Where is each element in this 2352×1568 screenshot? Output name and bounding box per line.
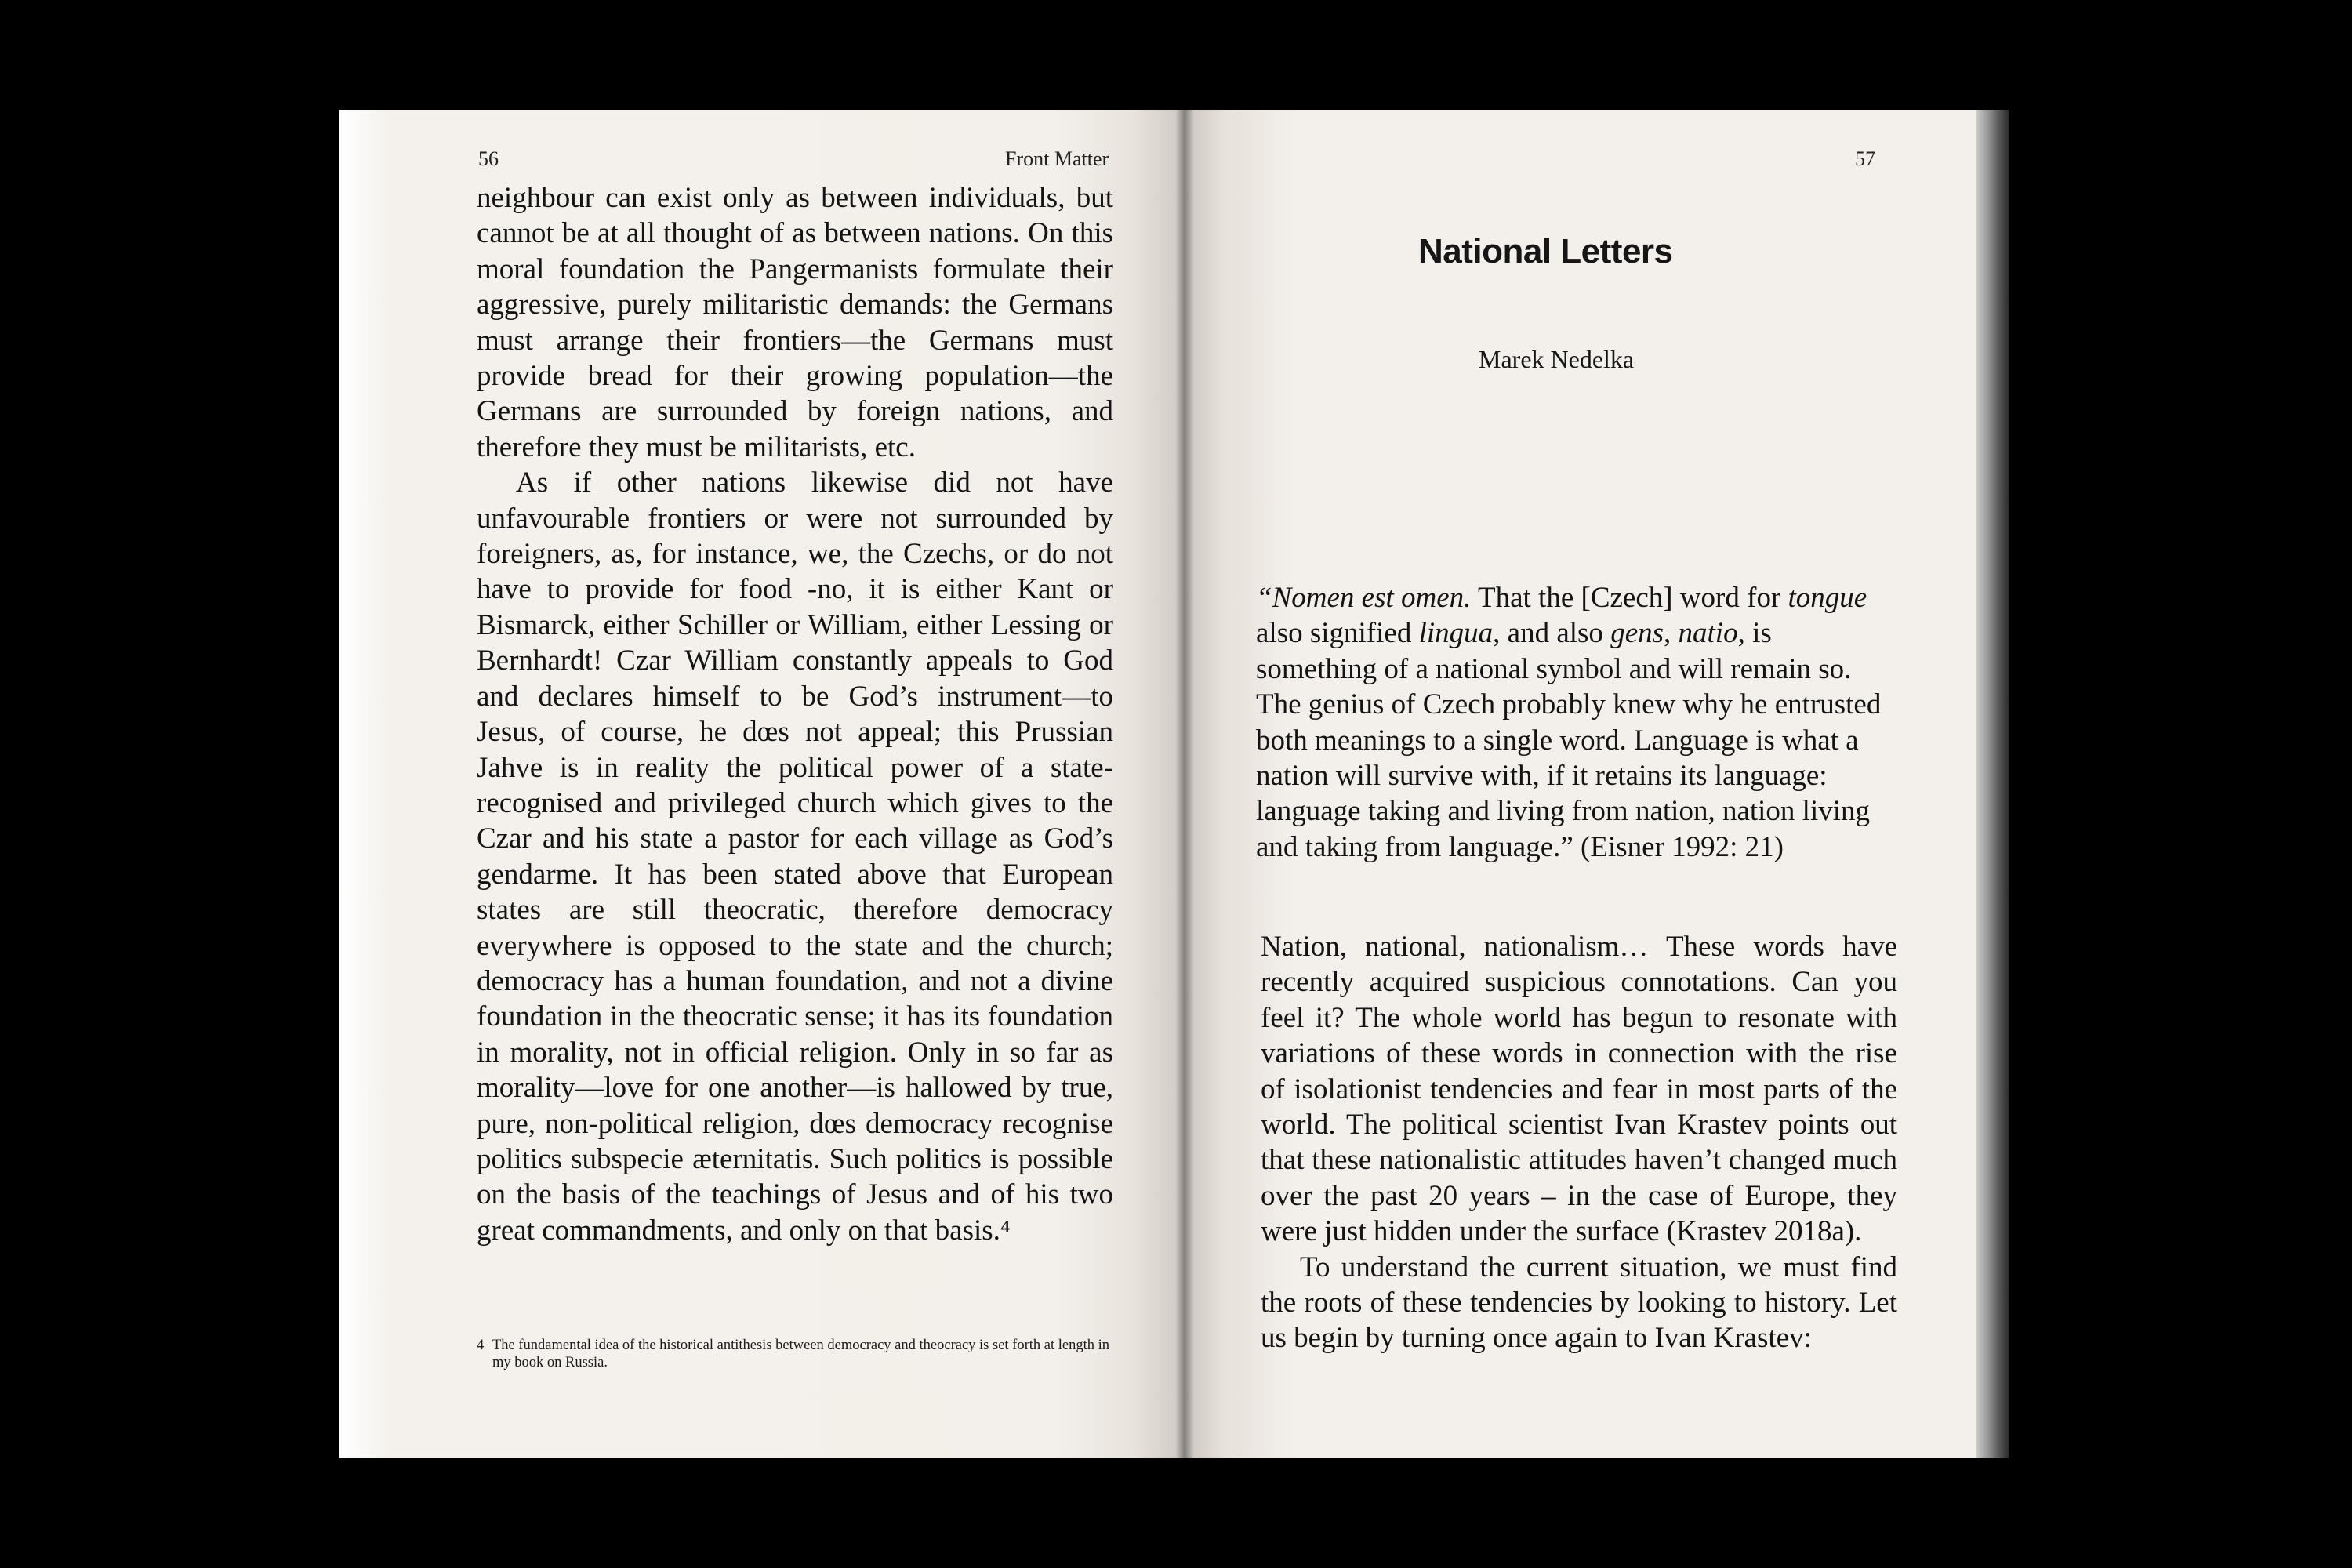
right-page-number: 57 [1855,147,1875,170]
footnote-text: The fundamental idea of the historical antithesis between democracy and theocracy is set forth at length in my book on Russia. [492,1338,1109,1370]
epigraph-text-1: That the [Czech] word for [1471,582,1788,614]
book-gutter [1175,110,1194,1458]
right-body-text [1261,929,1897,1356]
left-body-text [477,180,1113,1248]
left-running-head: Front Matter [1005,147,1109,170]
epigraph-text-2: also signified [1256,617,1419,650]
epigraph-italic-lingua: lingua [1418,617,1494,650]
epigraph-italic-tongue: tongue [1788,582,1867,614]
chapter-author: Marek Nedelka [1479,345,1635,373]
left-paragraph-2: As if other nations likewise did not have unfavourable frontiers or were not surrounded by foreigners, as, for instance, we, the Czechs, or do not have to provide for food -no, it is either Kant or Bismarck, either Schiller or William, either Lessing or Bernhardt! Czar William constantly appeals to God and declares himself to be God’s instrument—to Jesus, of course, he dœs not appeal; this Prussian Jahve is in reality the political power of a state-recognised and privileged church which gives to the Czar and his state a pastor for each village as God’s gendarme. It has been stated above that European states are still theocratic, therefore democracy everywhere is opposed to the state and the church; democracy has a human foundation, and not a divine foundation in the theocratic sense; it has its foundation in morality, not in official religion. Only in so far as morality—love for one another—is hallowed by true, pure, non-political religion, dœs democracy recognise politics subspecie æternitatis. Such politics is possible on the basis of the teachings of Jesus and of his two great commandments, and only on that basis.⁴ [477,466,1113,1247]
epigraph-lead: “Nomen est omen. [1256,582,1472,614]
chapter-title: National Letters [1418,232,1673,270]
epigraph-text-4: , [1664,617,1679,650]
epigraph-quote [1256,580,1899,865]
page-block-edge [1976,110,2009,1458]
footnote-number: 4 [477,1338,485,1353]
epigraph-text-3: , and also [1493,617,1611,650]
footnote [477,1337,1113,1371]
epigraph-text-5: , is something of a national symbol and will remain so. The genius of Czech probably knew why he entrusted both meanings to a single word. Language is what a nation will survive with, if it retains its language: language taking and living from nation, nation living and taking from language.” (Eisner 1992: 21) [1256,617,1882,863]
epigraph-italic-natio: natio [1678,617,1738,650]
epigraph-italic-gens: gens [1610,617,1664,650]
left-page-number: 56 [478,147,499,170]
right-paragraph-2: To understand the current situation, we must find the roots of these tendencies by looking to history. Let us begin by turning once again to Ivan Krastev: [1261,1250,1897,1355]
right-paragraph-1: Nation, national, nationalism… These words have recently acquired suspicious connotations. Can you feel it? The whole world has begun to resonate with variations of these words in connection with the rise of isolationist tendencies and fear in most parts of the world. The political scientist Ivan Krastev points out that these nationalistic attitudes haven’t changed much over the past 20 years – in the case of Europe, they were just hidden under the surface (Krastev 2018a). [1261,931,1897,1248]
left-paragraph-1: neighbour can exist only as between individuals, but cannot be at all thought of as between nations. On this moral foundation the Pangermanists formulate their aggressive, purely militaristic demands: the Germans must arrange their frontiers—the Germans must provide bread for their growing population—the Germans are surrounded by foreign nations, and therefore they must be militarists, etc. [477,182,1113,463]
